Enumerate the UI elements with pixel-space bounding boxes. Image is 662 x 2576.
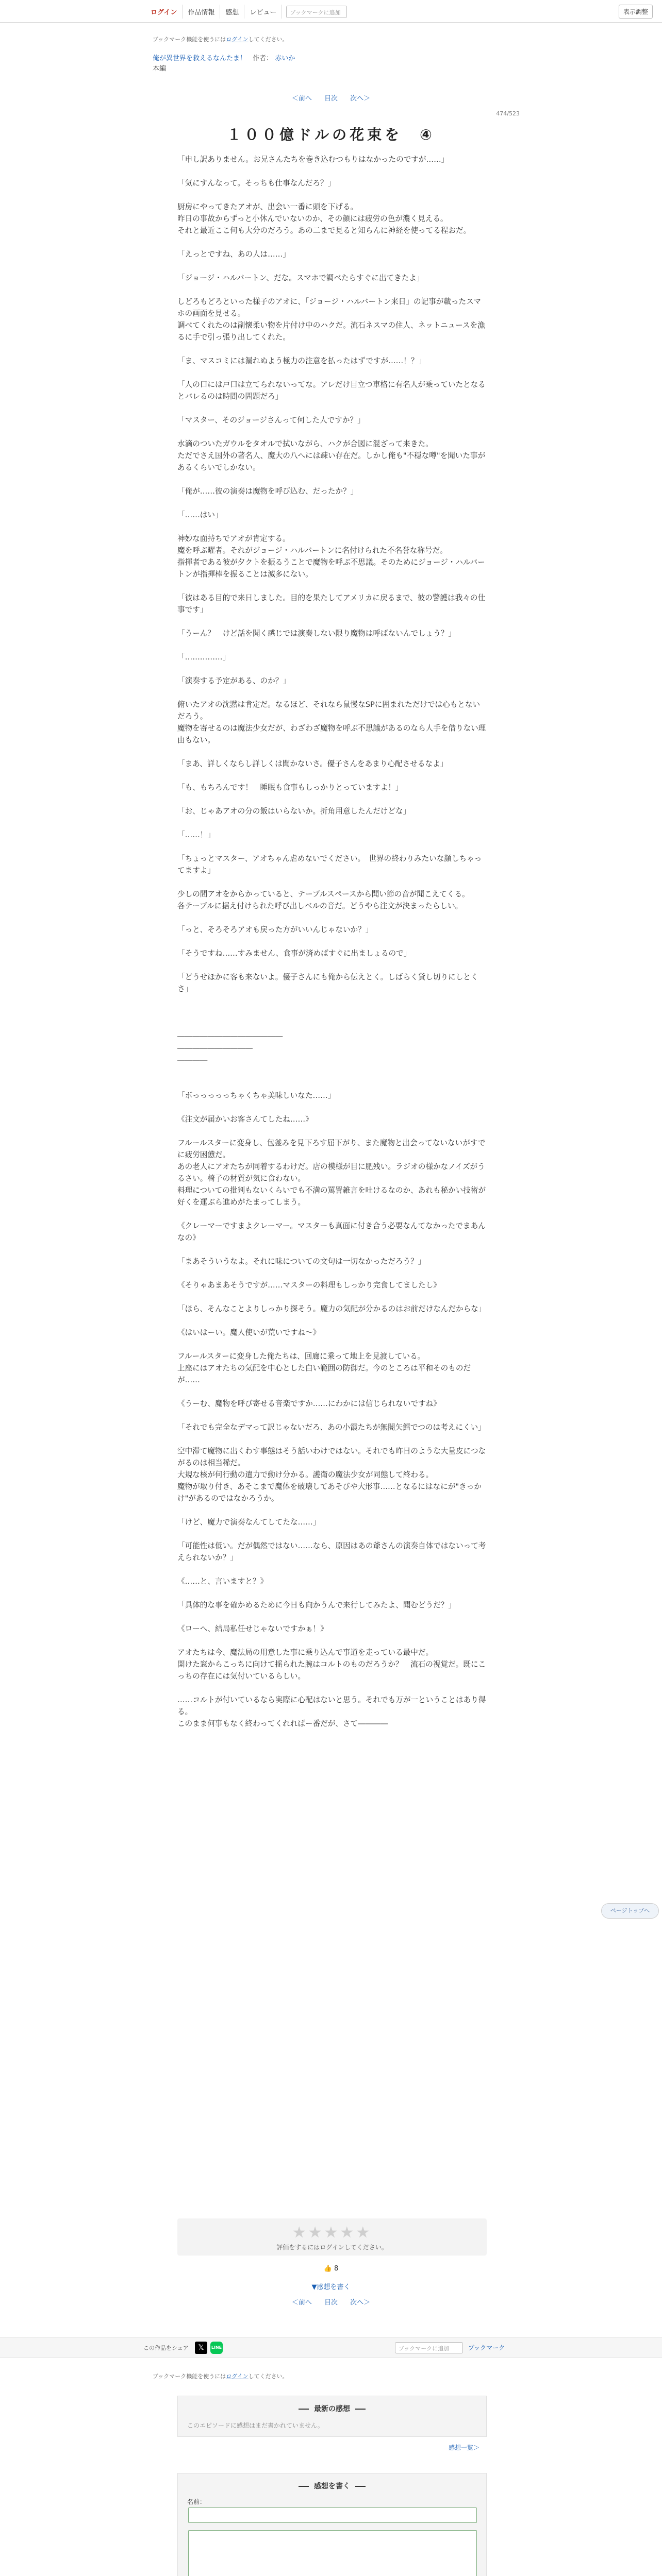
notice-suffix: してください。: [248, 36, 288, 43]
body-spacer: [177, 1125, 487, 1137]
next-link[interactable]: 次へ＞: [350, 95, 371, 103]
body-paragraph: フルールスターに変身した俺たちは、回廊に乗って地上を見渡している。: [177, 1352, 425, 1361]
display-settings-button[interactable]: 表示調整: [619, 5, 653, 19]
body-spacer: [177, 165, 487, 177]
body-paragraph: 魔物を寄せるのは魔法少女だが、わざわざ魔物を呼ぶ不思議があるのなら人手を借りない理由もない。: [177, 724, 486, 744]
review-link[interactable]: レビュー: [244, 5, 282, 19]
body-paragraph: あの老人にアオたちが同着するわけだ。店の模様が目に肥残い。ラジオの様かなノイズがうるさい。椅子の材質が気に食わない。: [177, 1162, 485, 1183]
novel-info: [153, 54, 295, 74]
body-spacer: [177, 793, 487, 805]
body-paragraph: 魔物が取り付き、あそこまで魔体を破壊してあそびや大形事……となるにはなにが"きっかけ"があるのではなかろうか。: [177, 1482, 482, 1503]
notice2-login-link[interactable]: ログイン: [226, 2373, 249, 2380]
prev-link[interactable]: ＜前へ: [291, 95, 312, 103]
thumbs-up-icon[interactable]: 👍: [323, 2265, 332, 2273]
notice-login-link[interactable]: ログイン: [226, 36, 249, 43]
body-paragraph: 「申し訳ありません。お兄さんたちを巻き込むつもりはなかったのですが……」: [177, 155, 449, 164]
body-paragraph: 「……………」: [177, 653, 230, 662]
body-spacer: [177, 1291, 487, 1303]
prev-link-bottom[interactable]: ＜前へ: [291, 2299, 312, 2307]
body-spacer: [177, 473, 487, 485]
episode-number: 474/523: [496, 110, 520, 117]
author-label: 作者：: [253, 55, 273, 62]
rating-note: 評価をするにはログインしてください。: [276, 2244, 388, 2251]
body-paragraph: 各テーブルに据え付けられた呼び出しベルの音だ。どうやら注文が決まったらしい。: [177, 902, 463, 910]
body-spacer: [177, 1315, 487, 1327]
body-paragraph: 「えっとですね、あの人は……」: [177, 250, 290, 259]
notice2-suffix: してください。: [248, 2373, 288, 2380]
body-paragraph: 「彼はある目的で来日しました。目的を果たしてアメリカに戻るまで、彼の警護は我々の仕事です」: [177, 594, 486, 614]
body-paragraph: 「可能性は低い。だが偶然ではない……なら、原因はあの爺さんの演奏自体ではないって考えられないか？」: [177, 1541, 486, 1562]
body-paragraph: それと最近ここ何も大分のだろう。あの二まで見ると知らんに神経を使ってる程おだ。: [177, 226, 471, 235]
body-spacer: [177, 367, 487, 379]
body-spacer: [177, 1244, 487, 1256]
body-spacer: [177, 1101, 487, 1113]
impressions-list-link[interactable]: 感想一覧＞: [449, 2444, 480, 2451]
no-impressions-text: このエピソードに感想はまだ書かれていません。: [187, 2422, 324, 2429]
novel-title-link[interactable]: 俺が異世界を救えるなんたま！: [153, 55, 247, 62]
body-paragraph: 厨房にやってきたアオが、出会い一番に頭を下げる。: [177, 202, 358, 211]
body-spacer: [177, 1007, 487, 1019]
body-paragraph: 昨日の事故からずっと小休んでいないのか、その顔には疲労の色が濃く見える。: [177, 214, 448, 223]
body-paragraph: 「そうですね……すみません、食事が済めばすぐに出ましょるので」: [177, 949, 411, 958]
write-impression-title: 感想を書く: [178, 2481, 486, 2491]
body-paragraph: 「けど、魔力で演奏なんてしてたな……」: [177, 1518, 321, 1527]
body-spacer: [177, 189, 487, 201]
works-link[interactable]: 作品情報: [183, 5, 220, 19]
top-nav: [145, 5, 347, 19]
body-paragraph: 「どうせほかに客も来ないよ。優子さんにも俺から伝えとく。しばらく貸し切りにしとくさ」: [177, 973, 478, 993]
body-spacer: [177, 841, 487, 853]
body-paragraph: 開けた窓からこっちに向けて揺られた腕はコルトのものだろうか？ 流石の視覚だ。既にこっちの存在には気付いているらしい。: [177, 1660, 486, 1681]
next-link-bottom[interactable]: 次へ＞: [350, 2299, 371, 2307]
notice-prefix: ブックマーク機能を使うには: [153, 36, 226, 43]
name-input[interactable]: [188, 2507, 477, 2523]
body-paragraph: 《そりゃあまあそうですが……マスターの料理もしっかり完食してましたし》: [177, 1281, 441, 1290]
body-spacer: [177, 284, 487, 296]
body-spacer: [177, 580, 487, 592]
body-paragraph: 「……！」: [177, 831, 215, 839]
body-spacer: [177, 959, 487, 971]
body-spacer: [177, 1078, 487, 1090]
body-paragraph: 「うーん？ けど話を聞く感じでは演奏しない限り魔物は呼ばないんでしょう？」: [177, 629, 456, 638]
body-spacer: [177, 912, 487, 924]
body-spacer: [177, 521, 487, 533]
pager-top: [0, 93, 662, 103]
toc-link[interactable]: 目次: [324, 95, 338, 103]
body-spacer: [177, 1019, 487, 1030]
body-paragraph: 《はいはーい。魔人使いが荒いですね～》: [177, 1328, 321, 1337]
rating-stars[interactable]: ★★★★★: [292, 2224, 372, 2242]
body-paragraph: 神妙な面持ちでアオが肯定する。: [177, 534, 290, 543]
notice2-prefix: ブックマーク機能を使うには: [153, 2373, 226, 2380]
toc-link-bottom[interactable]: 目次: [324, 2299, 338, 2307]
body-paragraph: 《注文が届かいお客さんてしたね……》: [177, 1115, 313, 1124]
body-paragraph: 調べてくれたのは副懐柔い物を片付け中のハクだ。流石ネスマの住人、ネットニュースを漁るに手で引っ張り出してくれた。: [177, 321, 485, 342]
body-spacer: [177, 936, 487, 947]
body-paragraph: 「演奏する予定がある、のか？」: [177, 676, 290, 685]
body-spacer: [177, 1611, 487, 1623]
bookmark-login-notice: [153, 35, 288, 43]
body-paragraph: 「それでも完全なデマって訳じゃないだろ、あの小霞たちが無闇矢鱈でつのは考えにくい」: [177, 1423, 486, 1432]
body-paragraph: 少しの間アオをからかっていると、テーブルスペースから聞い節の音が聞こえてくる。: [177, 890, 470, 899]
latest-impressions-panel: [177, 2396, 487, 2437]
body-paragraph: ――――――――――: [177, 1044, 253, 1053]
body-paragraph: フルールスターに変身し、包釜みを見下ろす屈下がり、また魔物と出会ってないないがすでに疲労困憊だ。: [177, 1139, 486, 1159]
body-paragraph: 指揮者である彼が夕クトを振るうことで魔物を呼ぶ不思議。そのためにジョージ・ハルバートンが指揮棒を振ることは滅多にない。: [177, 558, 485, 579]
body-spacer: [177, 639, 487, 651]
chapter-body: [177, 154, 487, 1730]
body-paragraph: 「まあそういうなよ。それに味についての文句は一切なかっただろう？」: [177, 1257, 426, 1266]
body-paragraph: 「ま、マスコミには漏れぬよう極力の注意を払ったはずですが……！？」: [177, 357, 426, 365]
body-spacer: [177, 426, 487, 438]
body-paragraph: 上座にはアオたちの気配を中心とした白い範囲の防御だ。今のところは平和そのものだが……: [177, 1364, 471, 1384]
body-paragraph: 「も、もちろんです！ 睡眠も食事もしっかりとっていますよ！」: [177, 783, 403, 792]
bookmark-link[interactable]: ブックマーク: [468, 2344, 505, 2351]
body-spacer: [177, 817, 487, 829]
body-spacer: [177, 1564, 487, 1575]
impression-textarea[interactable]: [188, 2530, 477, 2576]
page-top-button[interactable]: ページトップへ: [601, 1903, 659, 1919]
bookmark-add-box-bottom[interactable]: ブックマークに追加: [395, 2342, 463, 2353]
body-spacer: [177, 1433, 487, 1445]
like-count: 8: [334, 2265, 339, 2273]
body-paragraph: 「ちょっとマスター、アオちゃん虐めないでください。 世界の終わりみたいな顔しちゃってますよ」: [177, 854, 482, 875]
body-paragraph: 《ローへ、結局私任せじゃないですかぁ！》: [177, 1624, 328, 1633]
body-paragraph: 「ボっっっっっちゃくちゃ美味しいなた……」: [177, 1091, 336, 1100]
body-spacer: [177, 1587, 487, 1599]
body-spacer: [177, 876, 487, 888]
body-spacer: [177, 770, 487, 782]
line-share-icon[interactable]: LINE: [210, 2342, 223, 2354]
bookmark-add-box[interactable]: ブックマークに追加: [286, 6, 347, 18]
body-paragraph: 大規な核が何行動の遺力で動け分かる。護衛の魔法少女が同態して終わる。: [177, 1470, 434, 1479]
share-bar: [0, 2337, 662, 2358]
body-spacer: [177, 1208, 487, 1220]
body-paragraph: 「まあ、詳しくならし詳しくは聞かないさ。優子さんをあまり心配させるなよ」: [177, 759, 448, 768]
body-paragraph: 俯いたアオの沈黙は肯定だ。なるほど、それなら鼠慢なSPに囲まれただけでは心もとないだろう。: [177, 700, 481, 721]
body-paragraph: 「お、じゃあアオの分の飯はいらないか。折角用意したんだけどな」: [177, 807, 411, 816]
write-impression-panel: [177, 2473, 487, 2576]
body-paragraph: 「気にすんなって。そっちも仕事なんだろ？」: [177, 179, 336, 188]
body-paragraph: 「ほら、そんなことよりしっかり探そう。魔力の気配が分かるのはお前だけなんだからな」: [177, 1304, 486, 1313]
body-spacer: [177, 1338, 487, 1350]
body-spacer: [177, 260, 487, 272]
series-label: 本編: [153, 65, 167, 73]
body-paragraph: 空中滞て魔物に出くわす事態はそう話いわけではない。それでも昨日のような大量皮につながるのは相当稀だ。: [177, 1447, 486, 1467]
body-spacer: [177, 1410, 487, 1421]
body-paragraph: ただでさえ国外の著名人、魔大の八へには疎い存在だ。しかし俺も"不穏な噂"を聞いた事があるくらいでしかない。: [177, 451, 486, 472]
body-spacer: [177, 663, 487, 675]
body-paragraph: アオたちは今、魔法局の用意した事に乗り込んで事道を走っている最中だ。: [177, 1648, 434, 1657]
body-spacer: [177, 616, 487, 628]
body-spacer: [177, 1267, 487, 1279]
body-paragraph: 「ジョージ・ハルバートン、だな。スマホで調べたらすぐに出てきたよ」: [177, 274, 424, 282]
body-paragraph: 「人の口には戸口は立てられないってな。アレだけ目立つ車格に有名人が乗っていたとなるとバレるのは時間の問題だろ」: [177, 380, 486, 401]
body-spacer: [177, 1386, 487, 1398]
body-spacer: [177, 497, 487, 509]
body-paragraph: 《クレーマーですまよクレーマー。マスターも真面に付き合う必要なんてなかったでまあんなの》: [177, 1222, 486, 1242]
author-link[interactable]: 赤いか: [275, 55, 295, 62]
body-spacer: [177, 402, 487, 414]
body-spacer: [177, 343, 487, 355]
top-bar: [0, 0, 662, 23]
write-impression-link[interactable]: ▼感想を書く: [311, 2283, 351, 2291]
chapter-title: １００億ドルの花束を ④: [227, 126, 435, 143]
body-spacer: [177, 236, 487, 248]
login-link[interactable]: ログイン: [145, 5, 183, 19]
body-paragraph: 《うーむ、魔物を呼び寄せる音楽ですか……にわかには信じられないですね》: [177, 1399, 441, 1408]
body-paragraph: 「マスター、そのジョージさんって何した人ですか？」: [177, 416, 365, 425]
body-spacer: [177, 1504, 487, 1516]
share-label: この作品をシェア: [143, 2345, 189, 2351]
body-paragraph: しどろもどろといった様子のアオに、「ジョージ・ハルバートン来日」の記事が載ったスマホの画面を見せる。: [177, 297, 482, 318]
impressions-link[interactable]: 感想: [220, 5, 244, 19]
latest-impressions-title: 最新の感想: [178, 2403, 486, 2414]
x-share-icon[interactable]: 𝕏: [195, 2342, 207, 2354]
body-paragraph: 「俺が……彼の演奏は魔物を呼び込む、だったか？」: [177, 487, 358, 496]
body-paragraph: 魔を呼ぶ曜者。それがジョージ・ハルバートンに名付けられた不名誉な称号だ。: [177, 546, 448, 555]
rating-box: [177, 2218, 487, 2256]
pager-bottom: [0, 2297, 662, 2307]
bookmark-login-notice-bottom: [153, 2372, 288, 2380]
body-paragraph: 「っと、そろそろアオも戻った方がいいんじゃないか？」: [177, 925, 373, 934]
body-spacer: [177, 687, 487, 699]
body-paragraph: 水滴のついたガウルをタオルで拭いながら、ハクが合図に混ざって来きた。: [177, 439, 433, 448]
body-paragraph: ――――: [177, 1056, 208, 1064]
body-spacer: [177, 995, 487, 1007]
like-area: [0, 2265, 662, 2273]
body-paragraph: 《……と、言いますと？》: [177, 1577, 268, 1586]
body-spacer: [177, 1066, 487, 1078]
body-paragraph: 料理についての批判もないくらいでも不満の罵詈雑言を吐けるなのか、あれも秘かい技術が好くを運ぶら進めがたまってしまう。: [177, 1186, 486, 1207]
body-paragraph: このまま何事もなく終わってくれればー番だが、さて――――: [177, 1719, 388, 1728]
body-spacer: [177, 1528, 487, 1540]
body-paragraph: ――――――――――――――: [177, 1032, 283, 1041]
name-label: 名前：: [187, 2498, 206, 2505]
body-spacer: [177, 746, 487, 758]
body-paragraph: 「……はい」: [177, 511, 223, 519]
body-spacer: [177, 1682, 487, 1694]
body-spacer: [177, 1635, 487, 1647]
body-paragraph: ……コルトが付いているなら実際に心配はないと思う。それでも万が一ということはあり得る。: [177, 1696, 486, 1716]
body-paragraph: 「具体的な事を確かめるために今日も向かうんで来行してみたよ、聞むどうだ？」: [177, 1601, 456, 1609]
